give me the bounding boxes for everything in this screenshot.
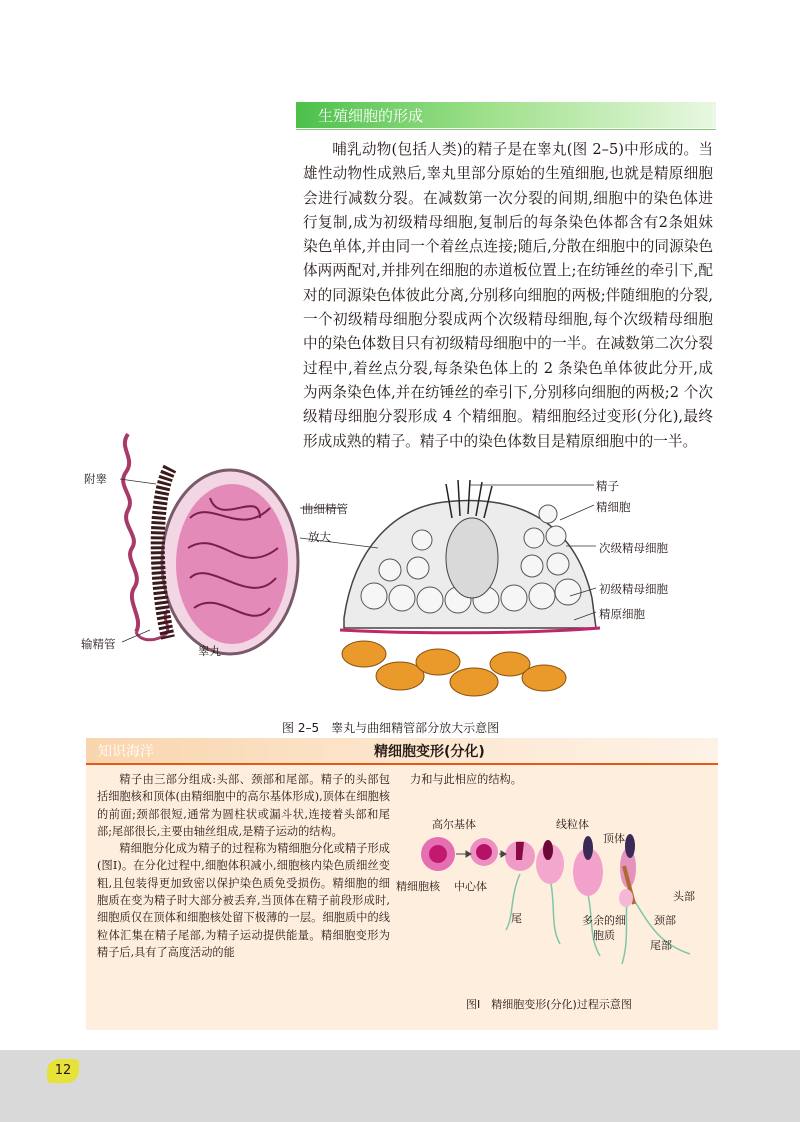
main-paragraph: 哺乳动物(包括人类)的精子是在睾丸(图 2–5)中形成的。当雄性动物性成熟后,睾丸里部分原始的生殖细胞,也就是精原细胞会进行减数分裂。在减数第一次分裂的间期,细胞中的染色体进行复制,成为初级精母细胞,复制后的每条染色体都含有2条姐妹染色单体,并由同一个着丝点连接;随后,分散在细胞中的同源染色体两两配对,并排列在细胞的赤道板位置上;在纺锤丝的牵引下,配对的同源染色体彼此分离,分别移向细胞的两极;伴随细胞的分裂,一个初级精母细胞分裂成两个次级精母细胞,每个次级精母细胞中的染色体数目只有初级精母细胞中的一半。在减数第二次分裂过程中,着丝点分裂,每条染色体上的 2 条染色单体彼此分开,成为两条染色体,并在纺锤丝的牵引下,分别移向细胞的两极;2 个次级精母细胞分裂形成 4 个精细胞。精细胞经过变形(分化),最终形成成熟的精子。精子中的染色体数目是精原细胞中的一半。: [303, 141, 713, 450]
label-tail: 尾: [511, 912, 522, 925]
label-secondary-spermatocyte: 次级精母细胞: [599, 541, 668, 555]
label-centriole: 中心体: [454, 880, 487, 893]
label-mitochondria: 线粒体: [556, 818, 589, 831]
label-primary-spermatocyte: 初级精母细胞: [599, 582, 668, 596]
knowledge-box-right-column: [410, 771, 710, 788]
figure-i-caption: 图Ⅰ 精细胞变形(分化)过程示意图: [466, 998, 632, 1011]
label-sperm: 精子: [596, 479, 619, 493]
knowledge-box-rule: [86, 763, 718, 765]
knowledge-paragraph-2: 精细胞分化成为精子的过程称为精细胞分化或精子形成(图Ⅰ)。在分化过程中,细胞体积减小,细胞核内染色质细丝变粗,且包装得更加致密以保护染色质免受损伤。精细胞的细胞质在变为精子时大部分被丢弃,当顶体在精子前段形成时,细胞质仅在顶体和细胞核处留下极薄的一层。细胞质中的线粒体汇集在精子尾部,为精子运动提供能量。精细胞变形为精子后,具有了高度活动的能: [97, 842, 390, 959]
label-nucleus: 精细胞核: [396, 880, 440, 893]
label-spermatogonium: 精原细胞: [599, 607, 645, 621]
label-golgi: 高尔基体: [432, 818, 476, 831]
label-head: 头部: [673, 890, 695, 903]
knowledge-box-left-column: [97, 771, 390, 961]
figure-2-5-caption: 图 2–5 睾丸与曲细精管部分放大示意图: [282, 721, 500, 735]
label-vas-deferens: 输精管: [81, 637, 116, 651]
label-spermatid: 精细胞: [596, 500, 631, 514]
spermiogenesis-illustration: [410, 826, 710, 986]
label-neck: 颈部: [654, 914, 676, 927]
knowledge-paragraph-1: 精子由三部分组成:头部、颈部和尾部。精子的头部包括细胞核和顶体(由精细胞中的高尔基体形成),顶体在细胞核的前面;颈部很短,通常为圆柱状或漏斗状,连接着头部和尾部;尾部很长,主要由轴丝组成,是精子运动的结构。: [97, 773, 390, 838]
knowledge-paragraph-continued: 力和与此相应的结构。: [410, 773, 522, 786]
section-title: 生殖细胞的形成: [318, 107, 424, 125]
label-tail-part: 尾部: [650, 939, 672, 952]
label-epididymis: 附睾: [84, 472, 107, 486]
label-excess-cytoplasm: 多余的细胞质: [582, 914, 626, 942]
label-testis: 睾丸: [198, 644, 221, 658]
label-seminiferous-tubule: 曲细精管: [302, 502, 348, 516]
label-magnify: 放大: [308, 530, 331, 544]
knowledge-box-tag: 知识海洋: [98, 744, 154, 760]
knowledge-box-title: 精细胞变形(分化): [374, 744, 485, 760]
label-acrosome: 顶体: [603, 832, 625, 845]
page-number: 12: [47, 1059, 79, 1083]
page-footer: [0, 1050, 800, 1122]
